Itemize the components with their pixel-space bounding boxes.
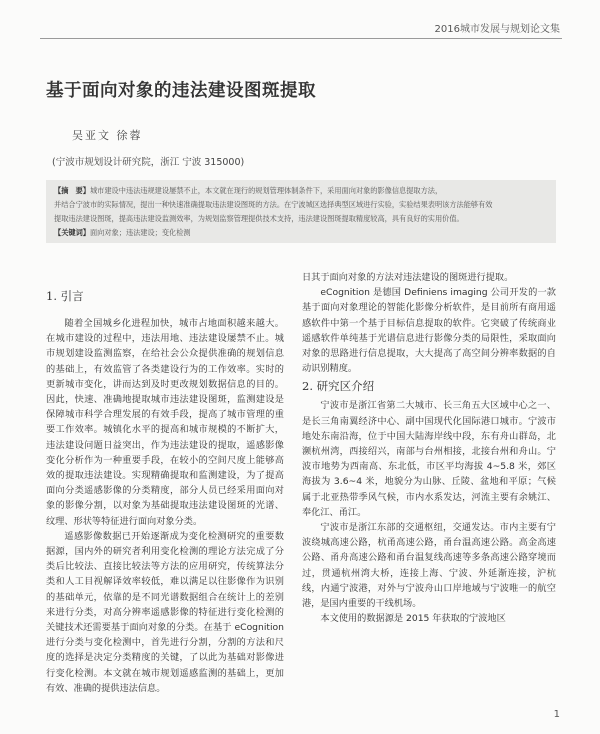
paragraph: 日其于面向对象的方法对违法建设的图斑进行提取。 bbox=[302, 272, 514, 283]
abstract-line bbox=[54, 186, 549, 196]
authors: 吴亚文 徐蓉 bbox=[72, 129, 143, 142]
paragraph: 宁波市是浙江省第二大城市、长三角五大区域中心之一、是长三角南翼经济中心、副中国现代化国际港口城市。宁波市地处东南沿海，位于中国大陆海岸线中段，东有舟山群岛，北濒杭州湾，西接绍兴，南部与台州相接，北接台州和舟山。宁波市地势为西南高、东北低，市区平均海拔 4~5.8 米，郊区海拔为 3.6~4 米，地貌分为山脉、丘陵、盆地和平原；气候属于北亚热带季风气候，市内水系发达，河流主要有余姚江、奉化江、甬江。 bbox=[302, 400, 556, 518]
abstract-label: 【摘 要】 bbox=[54, 186, 90, 195]
left-column bbox=[46, 316, 284, 696]
running-title: 2016城市发展与规划论文集 bbox=[434, 24, 560, 35]
abstract-box bbox=[46, 180, 556, 243]
paragraph: 随着全国城乡化进程加快，城市占地面积越来越大。在城市建设的过程中，违法用地、违法建设屡禁不止。城市规划建设监测监察，在给社会公众提供准确的规划信息的基础上，有效监管了各类建设行为的工作效率。实时的更新城市变化，讲而达到及时更改规划数据信息的目的。因此，快速、准确地提取城市违法建设图斑，监测建设是保障城市科学合理发展的有效手段，提高了城市管理的重要工作效率。城镇化水平的提高和城市规模的不断扩大，违法建设问题日益突出，作为违法建设的提取，遥感影像变化分析作为一种重要手段，在较小的空间尺度上能够高效的提取违法建设。实现精确提取和监测建设，为了提高面向分类遥感影像的分类精度，部分人员已经采用面向对象的影像分割，以对象为基础提取违法建设图斑的光谱、纹理、形状等特征进行面向对象分类。 bbox=[46, 318, 284, 527]
header-divider bbox=[40, 38, 562, 39]
paragraph: 本文使用的数据源是 2015 年获取的宁波地区 bbox=[320, 613, 506, 625]
abstract-line: 并结合宁波市的实际情况，提出一种快速准确提取违法建设图斑的方法。在宁波城区选择典型区域进行实验，实验结果表明该方法能够有效 bbox=[54, 200, 493, 209]
section-heading-study-area: 2. 研究区介绍 bbox=[302, 379, 375, 394]
page-number: 1 bbox=[553, 709, 560, 720]
affiliation: (宁波市规划设计研究院，浙江 宁波 315000) bbox=[52, 157, 245, 168]
right-column bbox=[302, 270, 556, 626]
abstract-line: 提取违法建设图斑，提高违法建设监测效率，为规划监察管理提供技术支持，违法建设图斑提取精度较高，具有良好的实用价值。 bbox=[54, 214, 464, 223]
section-spacer bbox=[302, 376, 556, 398]
keywords-label: 【关键词】 bbox=[54, 228, 90, 237]
section-heading-intro: 1. 引言 bbox=[46, 289, 84, 303]
keywords-text: 面向对象；违法建设；变化检测 bbox=[89, 228, 191, 237]
keywords-line bbox=[54, 228, 549, 238]
paragraph: 遥感影像数据已开始逐渐成为变化检测研究的重要数据源，国内外的研究者利用变化检测的理论方法完成了分类后比较法、直接比较法等方法的应用研究，传统算法分类和人工目视解译效率较低，难以满足以往影像作为识别的基础单元，依靠的是不同光谱数据组合在统计上的差别来进行分类，对高分辨率遥感影像的特征进行变化检测的关键技术还需要基于面向对象的分类。在基于 eCognition 进行分类与变化检测中，首先进行分割，分割的方法和尺度的选择是决定分类精度的关键，了以此为基础对影像进行变化检测。本文就在城市规划遥感监测的基础上，更加有效、准确的提供违法信息。 bbox=[46, 530, 284, 694]
abstract-text: 城市建设中违法违规建设屡禁不止，本文就在现行的规划管理体制条件下，采用面向对象的影像信息提取方法， bbox=[89, 186, 443, 195]
paragraph: eCognition 是德国 Definiens imaging 公司开发的一款基于面向对象理论的智能化影像分析软件，是目前所有商用遥感软件中第一个基于目标信息提取的软件。它突破了传统商业遥感软件单纯基于光谱信息进行影像分类的局限性，采取面向对象的思路进行信息提取，大大提高了高空间分辨率数据的自动识别精度。 bbox=[302, 287, 556, 375]
paragraph: 宁波市是浙江东部的交通枢纽，交通发达。市内主要有宁波绕城高速公路，杭甬高速公路，甬台温高速公路。高金高速公路、甬舟高速公路和甬台温复线高速等多条高速公路穿境而过，贯通杭州湾大桥，连接上海、宁波、外延渐连接，沪杭线，内通宁波港，对外与宁波舟山口岸地域与宁波唯一的航空港，是国内重要的干线机场。 bbox=[302, 522, 556, 610]
paper-title: 基于面向对象的违法建设图斑提取 bbox=[46, 81, 316, 101]
